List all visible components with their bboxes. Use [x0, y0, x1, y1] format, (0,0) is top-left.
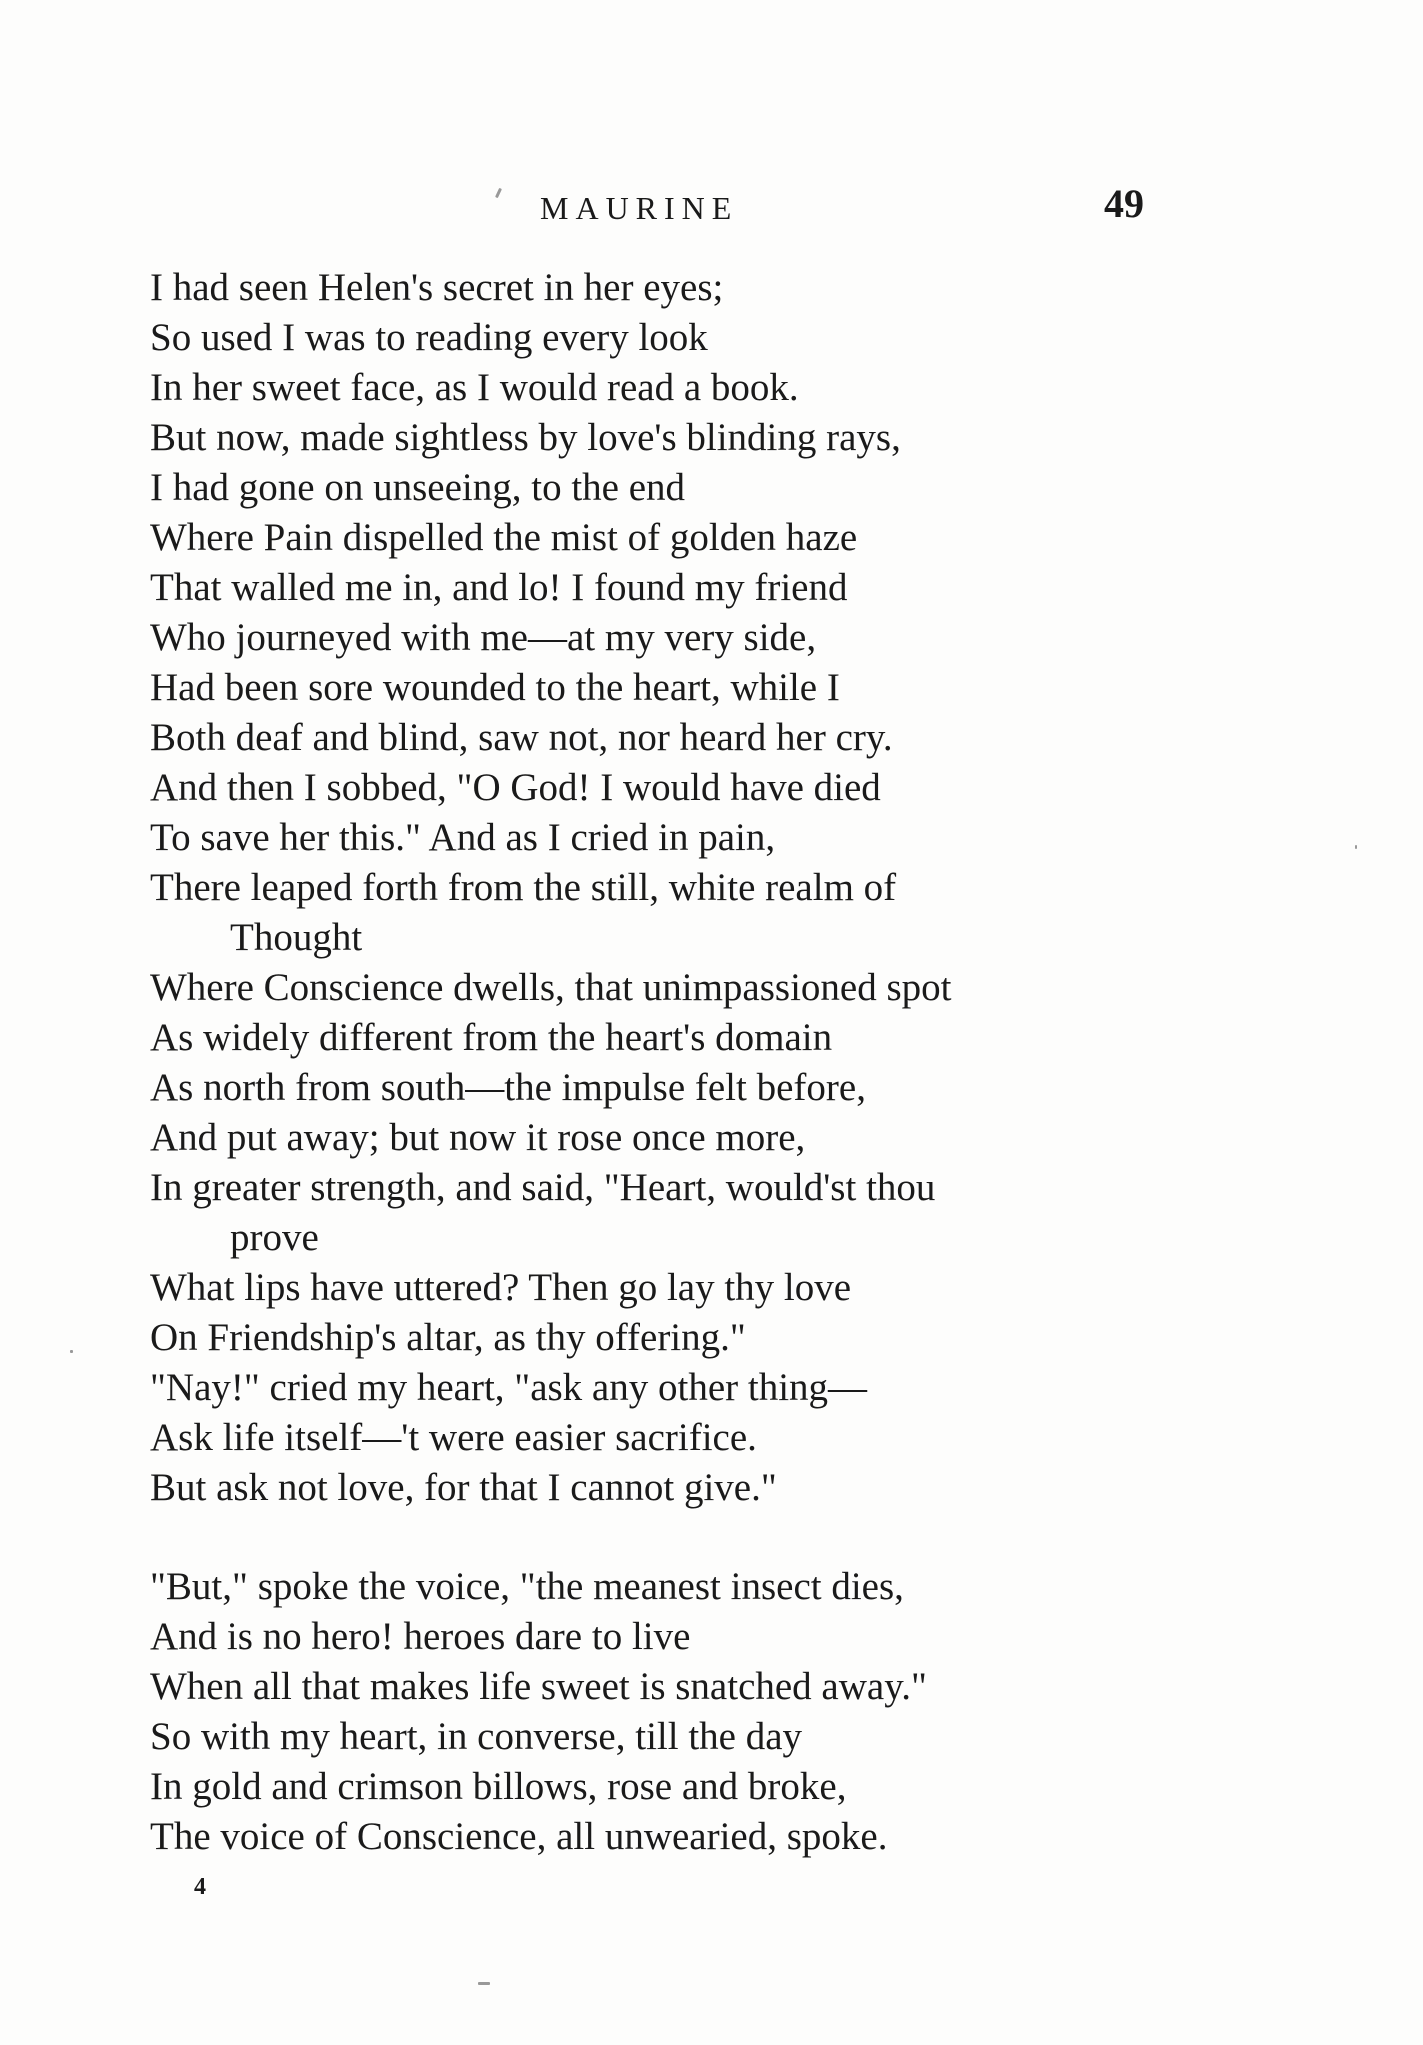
paper-speck — [1355, 845, 1357, 849]
poem-line: Ask life itself—'t were easier sacrifice. — [150, 1416, 757, 1459]
poem-line: To save her this." And as I cried in pain, — [150, 816, 776, 859]
paper-speck — [478, 1982, 490, 1985]
poem-line: Both deaf and blind, saw not, nor heard her cry. — [150, 716, 893, 759]
poem-line-continuation: Thought — [230, 916, 363, 959]
paper-speck — [70, 1350, 73, 1353]
stanza-2 — [150, 1562, 1150, 1862]
poem-line: "Nay!" cried my heart, "ask any other thing— — [150, 1366, 868, 1409]
poem-line: The voice of Conscience, all unwearied, spoke. — [150, 1815, 888, 1858]
poem-line: But now, made sightless by love's blinding rays, — [150, 416, 901, 459]
stanza-1 — [150, 263, 1150, 1513]
poem-line: There leaped forth from the still, white realm of — [150, 866, 897, 909]
poem-line: In gold and crimson billows, rose and broke, — [150, 1765, 847, 1808]
poem-line: On Friendship's altar, as thy offering." — [150, 1316, 746, 1359]
poem-line: So with my heart, in converse, till the day — [150, 1715, 803, 1758]
poem-line: As widely different from the heart's domain — [150, 1016, 833, 1059]
poem-line: Where Conscience dwells, that unimpassioned spot — [150, 966, 952, 1009]
signature-mark: 4 — [194, 1874, 206, 1900]
poem-line: That walled me in, and lo! I found my friend — [150, 566, 848, 609]
poem-line: "But," spoke the voice, "the meanest insect dies, — [150, 1565, 904, 1608]
poem-line-continuation: prove — [230, 1216, 319, 1259]
paper-speck — [495, 188, 502, 198]
poem-line: And then I sobbed, "O God! I would have died — [150, 766, 881, 809]
page-number: 49 — [1104, 181, 1144, 226]
poem-line: So used I was to reading every look — [150, 316, 708, 359]
poem-line: Who journeyed with me—at my very side, — [150, 616, 817, 659]
poem-line: What lips have uttered? Then go lay thy love — [150, 1266, 852, 1309]
poem-line: As north from south—the impulse felt before, — [150, 1066, 866, 1109]
poem-line: Where Pain dispelled the mist of golden haze — [150, 516, 858, 559]
poem-line: In greater strength, and said, "Heart, would'st thou — [150, 1166, 936, 1209]
poem-line: And put away; but now it rose once more, — [150, 1116, 806, 1159]
poem-line: But ask not love, for that I cannot give." — [150, 1466, 777, 1509]
running-title: MAURINE — [540, 190, 739, 226]
poem-line: Had been sore wounded to the heart, while I — [150, 666, 840, 709]
poem-line: In her sweet face, as I would read a book. — [150, 366, 799, 409]
poem-line: I had gone on unseeing, to the end — [150, 466, 686, 509]
poem-line: And is no hero! heroes dare to live — [150, 1615, 691, 1658]
poem-line: When all that makes life sweet is snatched away." — [150, 1665, 927, 1708]
poem-line: I had seen Helen's secret in her eyes; — [150, 266, 724, 309]
